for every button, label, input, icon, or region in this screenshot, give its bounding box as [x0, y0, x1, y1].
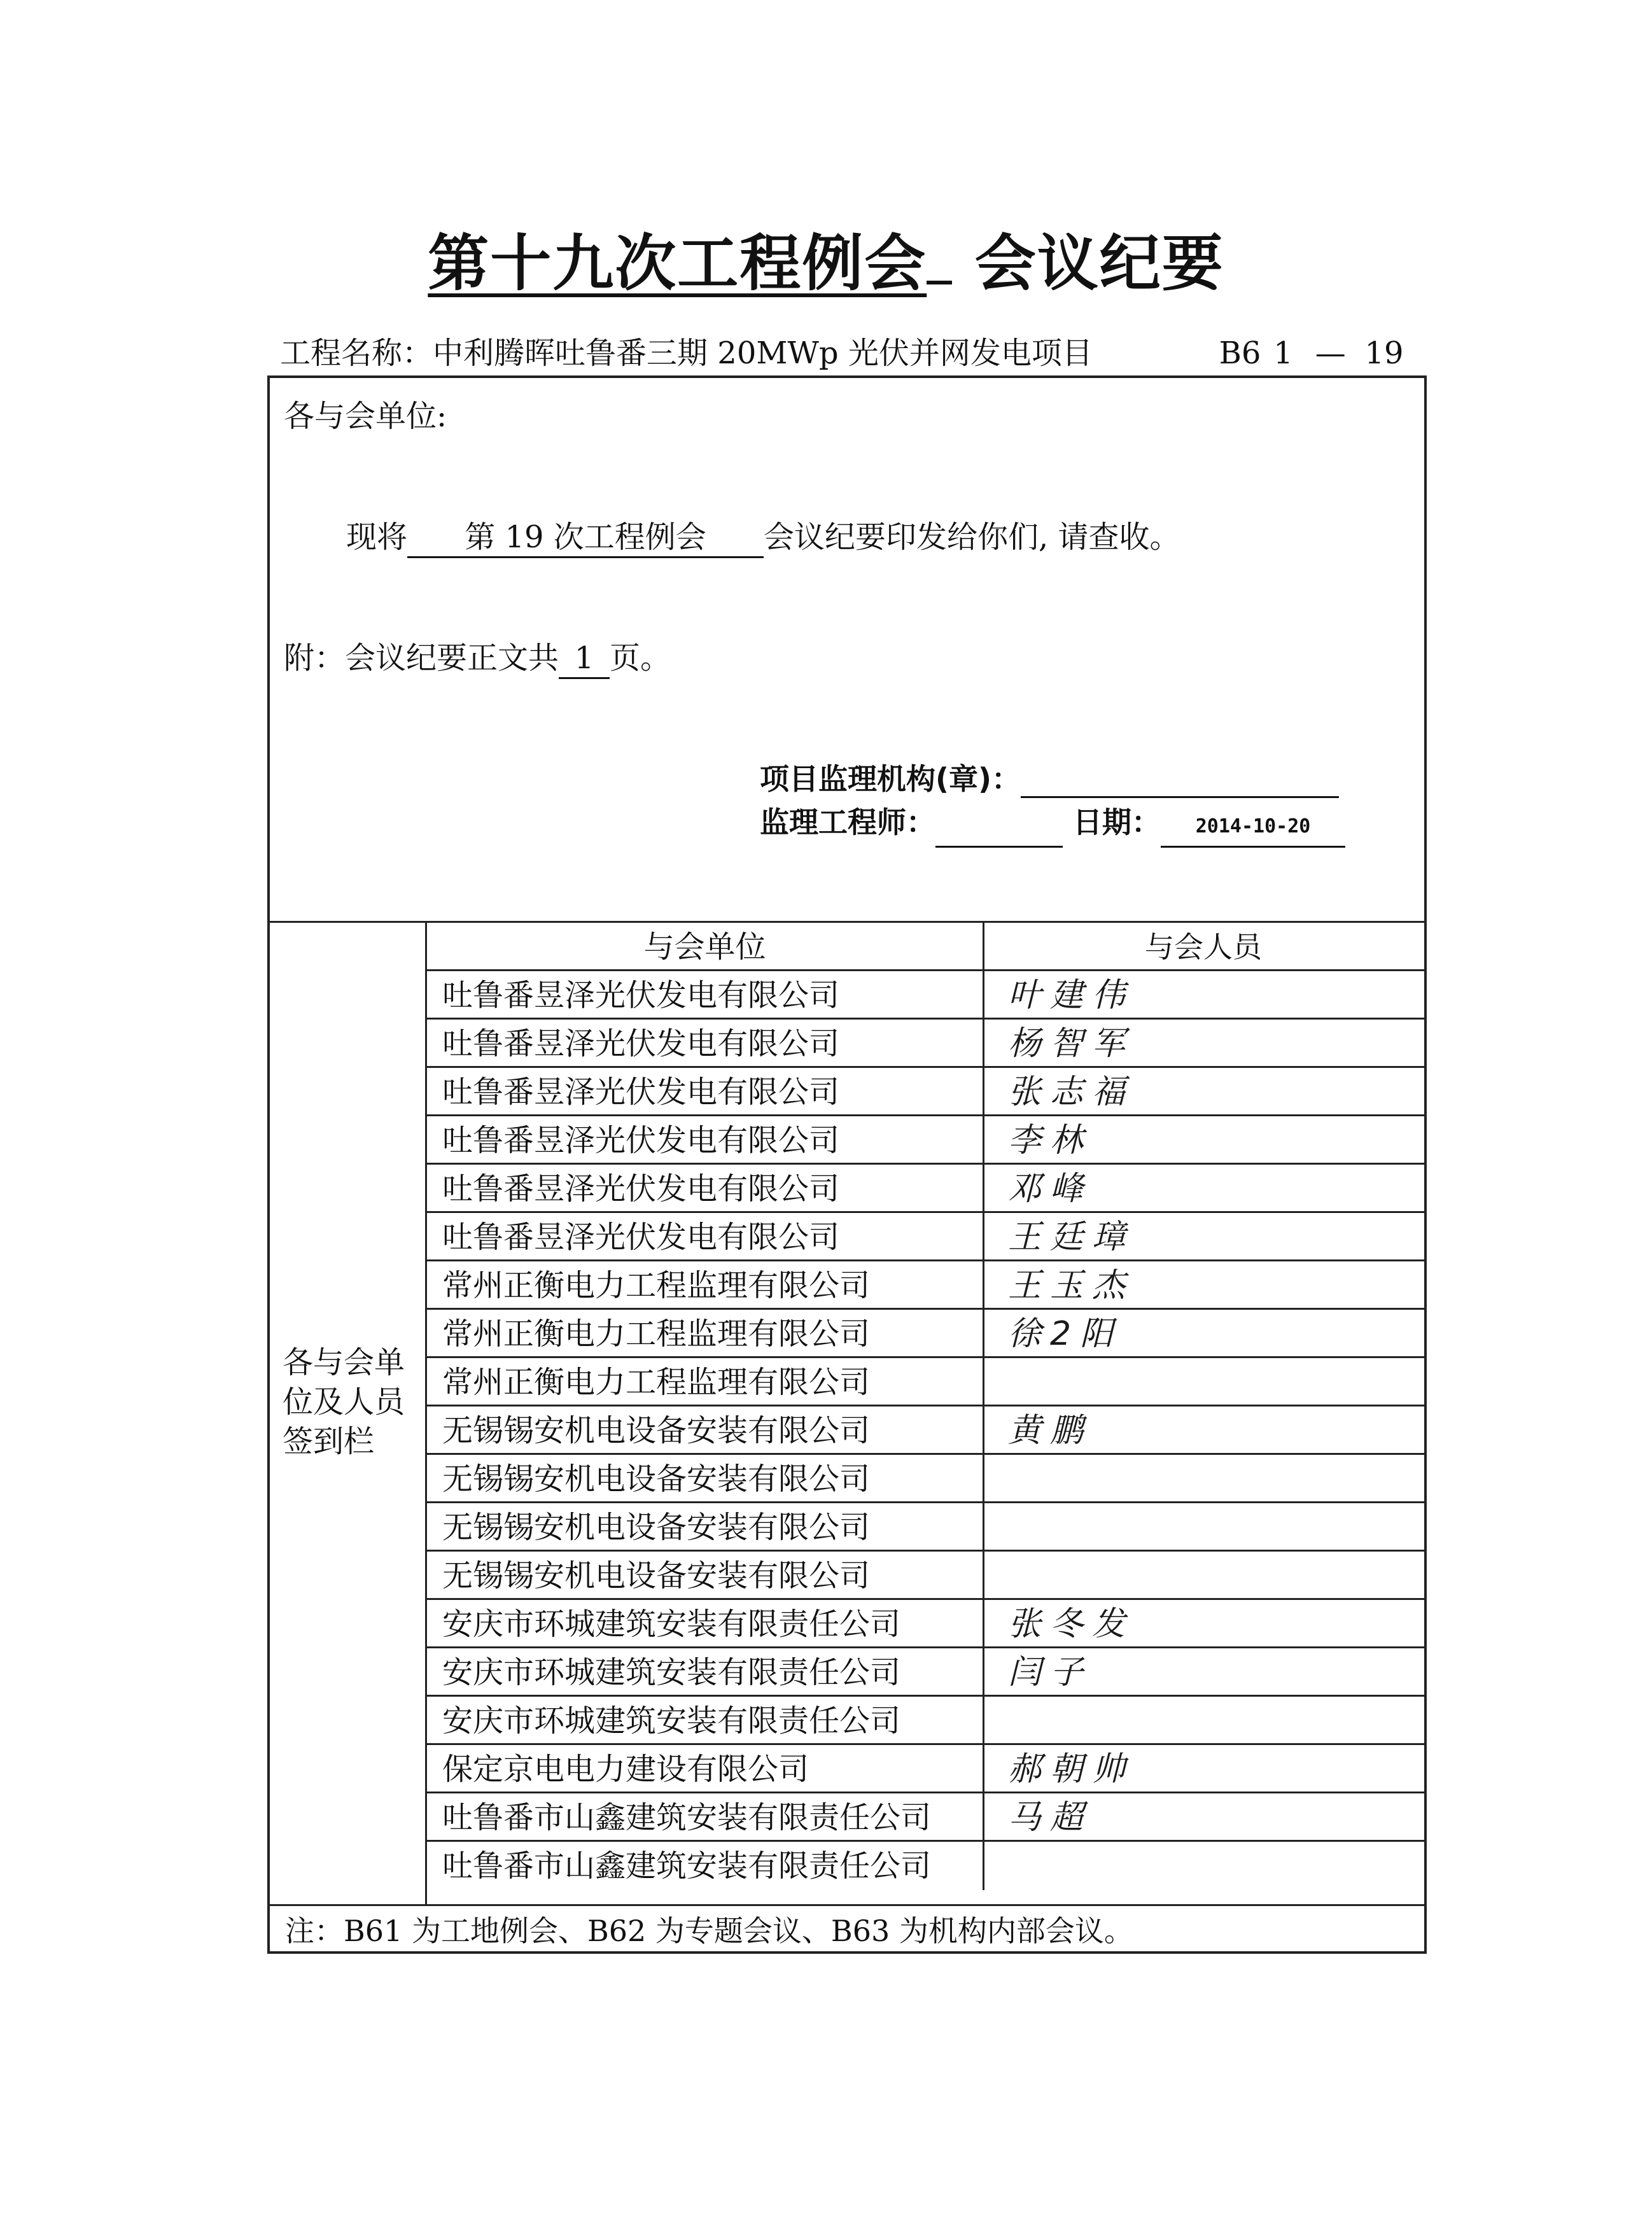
- column-divider: [983, 1503, 984, 1550]
- signin-unit: 安庆市环城建筑安装有限责任公司: [442, 1703, 901, 1739]
- footnote: 注：B61 为工地例会、B62 为专题会议、B63 为机构内部会议。: [285, 1914, 1133, 1948]
- signin-signature: 徐2阳: [1008, 1315, 1123, 1353]
- signin-signature: 王廷璋: [1008, 1218, 1135, 1256]
- attachment-line: [284, 639, 671, 679]
- signin-row: [427, 1165, 1424, 1213]
- signin-row: [427, 1310, 1424, 1358]
- code-separator: —: [1315, 335, 1346, 371]
- column-divider: [983, 1552, 984, 1598]
- signin-header-row: [427, 923, 1424, 971]
- attachment-suffix: 页。: [610, 640, 671, 676]
- signin-row: [427, 1213, 1424, 1261]
- project-line: [280, 331, 1413, 375]
- org-seal-field: [1021, 766, 1339, 798]
- attachment-prefix: 附：会议纪要正文共: [284, 640, 559, 676]
- header-person: 与会人员: [1145, 930, 1262, 964]
- signin-row: [427, 1842, 1424, 1890]
- signin-signature: 王玉杰: [1008, 1266, 1135, 1305]
- signin-unit: 无锡锡安机电设备安装有限公司: [442, 1461, 871, 1497]
- code-series: 1: [1261, 331, 1305, 377]
- engineer-line: [760, 803, 1345, 848]
- signin-unit: 吐鲁番昱泽光伏发电有限公司: [442, 978, 840, 1013]
- engineer-field: [935, 815, 1063, 848]
- column-divider: [983, 1455, 984, 1501]
- signin-row: [427, 1358, 1424, 1406]
- signin-signature: 叶建伟: [1008, 976, 1135, 1014]
- signin-unit: 吐鲁番昱泽光伏发电有限公司: [442, 1171, 840, 1207]
- signin-unit: 常州正衡电力工程监理有限公司: [442, 1268, 871, 1303]
- signin-row: [427, 1116, 1424, 1165]
- document-code: [1219, 331, 1413, 377]
- signin-signature: 闫子: [1008, 1653, 1093, 1692]
- meeting-name-field: 第 19 次工程例会: [407, 518, 764, 558]
- column-divider: [983, 1842, 984, 1890]
- footnote-divider: [270, 1904, 1424, 1906]
- signin-unit: 吐鲁番昱泽光伏发电有限公司: [442, 1219, 840, 1255]
- recipients-label: 各与会单位:: [284, 398, 447, 434]
- title-underline-gap: [927, 274, 952, 284]
- minutes-form: [267, 375, 1427, 1954]
- signin-row: [427, 1793, 1424, 1842]
- signin-row: [427, 1261, 1424, 1310]
- notice-suffix: 会议纪要印发给你们, 请查收。: [764, 519, 1180, 555]
- signin-unit: 吐鲁番昱泽光伏发电有限公司: [442, 1074, 840, 1110]
- column-divider: [983, 1358, 984, 1405]
- signin-signature: 张冬发: [1008, 1605, 1135, 1643]
- project-label: 工程名称：: [280, 335, 433, 371]
- signin-row: [427, 971, 1424, 1020]
- notice-prefix: 现将: [346, 519, 408, 555]
- org-line: [760, 760, 1339, 798]
- attachment-pages: 1: [559, 639, 610, 679]
- signin-unit: 无锡锡安机电设备安装有限公司: [442, 1413, 871, 1448]
- signin-unit: 吐鲁番昱泽光伏发电有限公司: [442, 1123, 840, 1158]
- signin-signature: 马超: [1008, 1799, 1093, 1837]
- signin-row: [427, 1406, 1424, 1455]
- engineer-label: 监理工程师：: [760, 805, 935, 839]
- signin-row: [427, 1745, 1424, 1793]
- signin-row: [427, 1455, 1424, 1503]
- header-unit: 与会单位: [643, 929, 766, 965]
- signin-signature: 郝朝帅: [1008, 1750, 1135, 1788]
- signin-rows: [427, 971, 1424, 1890]
- signin-unit: 安庆市环城建筑安装有限责任公司: [442, 1655, 901, 1690]
- signin-signature: 黄鹏: [1008, 1412, 1093, 1450]
- title-main: 第十九次工程例会: [428, 228, 927, 299]
- signin-unit: 常州正衡电力工程监理有限公司: [442, 1364, 871, 1400]
- notice-line: [346, 518, 1180, 558]
- signin-row: [427, 1068, 1424, 1116]
- signin-signature: 李林: [1008, 1121, 1093, 1160]
- signin-unit: 保定京电电力建设有限公司: [442, 1751, 809, 1787]
- signin-side-column: [270, 923, 427, 1904]
- signin-signature: 张志福: [1008, 1073, 1135, 1111]
- signin-unit: 吐鲁番市山鑫建筑安装有限责任公司: [442, 1848, 932, 1884]
- signin-row: [427, 1503, 1424, 1552]
- signin-table: [427, 923, 1424, 1890]
- signin-signature: 杨智军: [1008, 1025, 1135, 1063]
- signin-row: [427, 1020, 1424, 1068]
- code-number: 19: [1355, 331, 1413, 377]
- signin-row: [427, 1600, 1424, 1648]
- signin-row: [427, 1552, 1424, 1600]
- date-value: 2014-10-20: [1161, 808, 1345, 848]
- signin-row: [427, 1648, 1424, 1697]
- signin-unit: 常州正衡电力工程监理有限公司: [442, 1316, 871, 1352]
- document-title: [0, 215, 1652, 302]
- signin-signature: 邓峰: [1008, 1170, 1093, 1208]
- title-sub: 会议纪要: [974, 228, 1224, 299]
- column-divider: [983, 1697, 984, 1743]
- signin-unit: 无锡锡安机电设备安装有限公司: [442, 1558, 871, 1594]
- project-name: 中利腾晖吐鲁番三期 20MWp 光伏并网发电项目: [433, 335, 1093, 371]
- signin-unit: 吐鲁番昱泽光伏发电有限公司: [442, 1026, 840, 1062]
- date-label: 日期：: [1073, 805, 1161, 839]
- signin-unit: 吐鲁番市山鑫建筑安装有限责任公司: [442, 1800, 932, 1835]
- signin-unit: 安庆市环城建筑安装有限责任公司: [442, 1606, 901, 1642]
- signin-unit: 无锡锡安机电设备安装有限公司: [442, 1510, 871, 1545]
- code-prefix: B6: [1219, 335, 1261, 371]
- org-label: 项目监理机构(章)：: [760, 762, 1021, 796]
- signin-side-label: 各与会单位及人员签到栏: [283, 1345, 405, 1459]
- signin-row: [427, 1697, 1424, 1745]
